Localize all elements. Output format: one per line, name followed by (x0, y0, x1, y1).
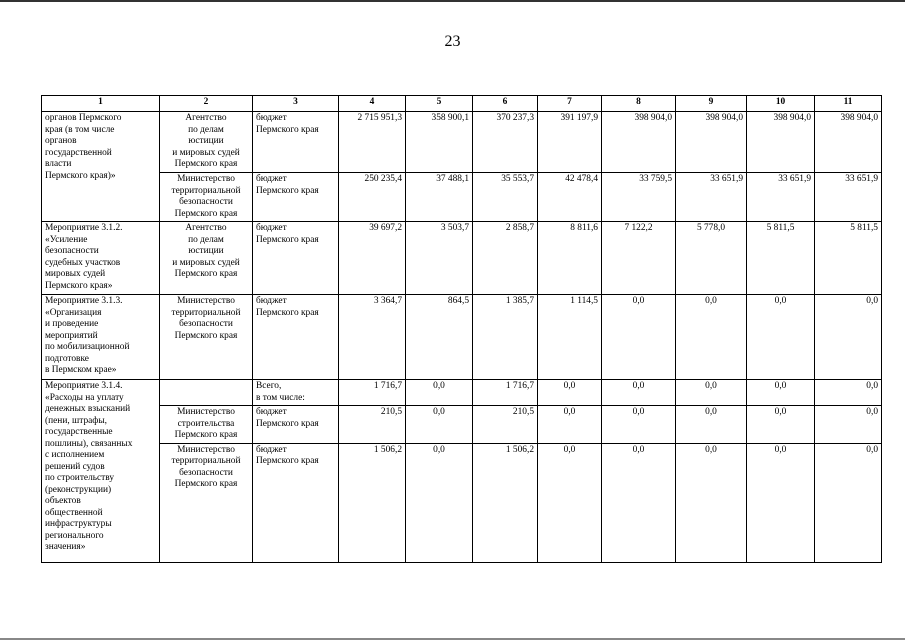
header-cell: 3 (253, 96, 339, 112)
table-row (42, 112, 882, 173)
value-cell: 398 904,0 (602, 112, 676, 173)
value-cell: 2 858,7 (473, 222, 538, 295)
table-row (42, 380, 882, 406)
value-cell: 5 778,0 (676, 222, 747, 295)
value-cell: 398 904,0 (815, 112, 882, 173)
value-cell: 0,0 (406, 380, 473, 406)
header-cell: 4 (339, 96, 406, 112)
value-cell: 210,5 (339, 406, 406, 444)
value-cell: 398 904,0 (676, 112, 747, 173)
value-cell: 0,0 (747, 380, 815, 406)
value-cell: 0,0 (602, 295, 676, 380)
header-cell: 10 (747, 96, 815, 112)
value-cell: 33 651,9 (815, 173, 882, 222)
value-cell: 1 716,7 (339, 380, 406, 406)
source-cell: Всего, в том числе: (253, 380, 339, 406)
value-cell: 1 716,7 (473, 380, 538, 406)
value-cell: 0,0 (538, 380, 602, 406)
value-cell: 33 759,5 (602, 173, 676, 222)
source-cell: бюджет Пермского края (253, 443, 339, 562)
value-cell: 0,0 (676, 443, 747, 562)
table-header-row (42, 96, 882, 112)
value-cell: 1 385,7 (473, 295, 538, 380)
value-cell: 358 900,1 (406, 112, 473, 173)
value-cell: 33 651,9 (676, 173, 747, 222)
value-cell: 33 651,9 (747, 173, 815, 222)
source-cell: бюджет Пермского края (253, 406, 339, 444)
page-number: 23 (444, 33, 461, 50)
source-cell: бюджет Пермского края (253, 295, 339, 380)
value-cell: 0,0 (815, 406, 882, 444)
value-cell: 0,0 (815, 443, 882, 562)
value-cell: 0,0 (602, 380, 676, 406)
table-row (42, 222, 882, 295)
table-row (42, 173, 882, 222)
value-cell: 2 715 951,3 (339, 112, 406, 173)
value-cell: 0,0 (676, 406, 747, 444)
executor-cell: Агентство по делам юстиции и мировых судей Пермского края (160, 222, 253, 295)
value-cell: 0,0 (815, 295, 882, 380)
table-row (42, 406, 882, 444)
value-cell: 0,0 (676, 380, 747, 406)
value-cell: 0,0 (406, 406, 473, 444)
value-cell: 5 811,5 (815, 222, 882, 295)
executor-cell (160, 380, 253, 406)
header-cell: 1 (42, 96, 160, 112)
header-cell: 6 (473, 96, 538, 112)
value-cell: 398 904,0 (747, 112, 815, 173)
value-cell: 5 811,5 (747, 222, 815, 295)
executor-cell: Министерство территориальной безопасности Пермского края (160, 295, 253, 380)
activity-cell: Мероприятие 3.1.3. «Организация и проведение мероприятий по мобилизационной подготовке в Пермском крае» (42, 295, 160, 380)
value-cell: 0,0 (406, 443, 473, 562)
value-cell: 0,0 (676, 295, 747, 380)
table-row (42, 295, 882, 380)
value-cell: 1 506,2 (339, 443, 406, 562)
header-cell: 2 (160, 96, 253, 112)
value-cell: 37 488,1 (406, 173, 473, 222)
value-cell: 0,0 (602, 443, 676, 562)
value-cell: 1 114,5 (538, 295, 602, 380)
executor-cell: Министерство территориальной безопасности Пермского края (160, 443, 253, 562)
value-cell: 42 478,4 (538, 173, 602, 222)
value-cell: 864,5 (406, 295, 473, 380)
source-cell: бюджет Пермского края (253, 112, 339, 173)
header-cell: 8 (602, 96, 676, 112)
header-cell: 9 (676, 96, 747, 112)
activity-cell: органов Пермского края (в том числе органов государственной власти Пермского края)» (42, 112, 160, 222)
table-row (42, 443, 882, 562)
value-cell: 370 237,3 (473, 112, 538, 173)
header-cell: 5 (406, 96, 473, 112)
header-cell: 11 (815, 96, 882, 112)
executor-cell: Министерство территориальной безопасности Пермского края (160, 173, 253, 222)
source-cell: бюджет Пермского края (253, 222, 339, 295)
value-cell: 0,0 (538, 443, 602, 562)
value-cell: 250 235,4 (339, 173, 406, 222)
activity-cell: Мероприятие 3.1.2. «Усиление безопасности судебных участков мировых судей Пермского края» (42, 222, 160, 295)
activity-cell: Мероприятие 3.1.4. «Расходы на уплату денежных взысканий (пени, штрафы, государственные пошлины), связанных с исполнением решений судов по строительству (реконструкции) объектов общественной инфраструктуры регионального значения» (42, 380, 160, 563)
value-cell: 1 506,2 (473, 443, 538, 562)
source-cell: бюджет Пермского края (253, 173, 339, 222)
value-cell: 210,5 (473, 406, 538, 444)
scan-edge-top (0, 0, 905, 2)
value-cell: 0,0 (747, 406, 815, 444)
value-cell: 39 697,2 (339, 222, 406, 295)
value-cell: 0,0 (815, 380, 882, 406)
budget-table (41, 95, 882, 563)
value-cell: 8 811,6 (538, 222, 602, 295)
value-cell: 7 122,2 (602, 222, 676, 295)
value-cell: 0,0 (747, 443, 815, 562)
value-cell: 3 364,7 (339, 295, 406, 380)
value-cell: 0,0 (747, 295, 815, 380)
value-cell: 391 197,9 (538, 112, 602, 173)
value-cell: 0,0 (602, 406, 676, 444)
value-cell: 0,0 (538, 406, 602, 444)
executor-cell: Агентство по делам юстиции и мировых судей Пермского края (160, 112, 253, 173)
value-cell: 35 553,7 (473, 173, 538, 222)
value-cell: 3 503,7 (406, 222, 473, 295)
header-cell: 7 (538, 96, 602, 112)
executor-cell: Министерство строительства Пермского края (160, 406, 253, 444)
